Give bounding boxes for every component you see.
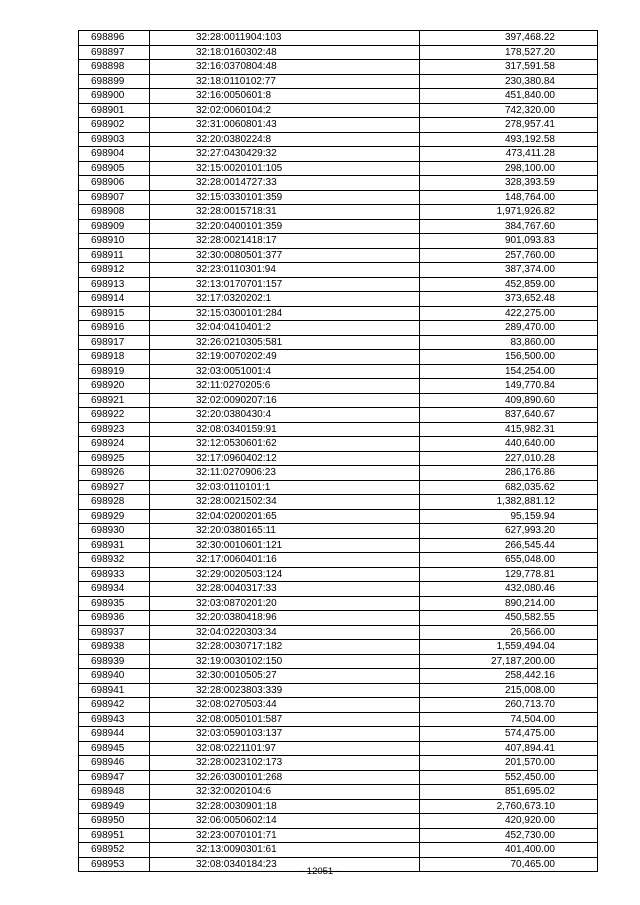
row-number-cell: 698953 [79,857,150,872]
row-number-cell: 698919 [79,364,150,379]
table-row [79,219,598,234]
value-cell: 409,890.60 [420,393,598,408]
cadastral-value-table [78,30,598,872]
value-cell: 901,093.83 [420,234,598,249]
table-row [79,524,598,539]
row-number-cell: 698949 [79,799,150,814]
value-cell: 178,527.20 [420,45,598,60]
cadastral-number-cell: 32:03:0051001:4 [150,364,420,379]
cadastral-number-cell: 32:28:0023803:339 [150,683,420,698]
value-cell: 83,860.00 [420,335,598,350]
cadastral-number-cell: 32:28:0015718:31 [150,205,420,220]
value-cell: 682,035.62 [420,480,598,495]
table-row [79,74,598,89]
value-cell: 278,957.41 [420,118,598,133]
row-number-cell: 698924 [79,437,150,452]
row-number-cell: 698903 [79,132,150,147]
value-cell: 260,713.70 [420,698,598,713]
value-cell: 373,652.48 [420,292,598,307]
value-cell: 298,100.00 [420,161,598,176]
row-number-cell: 698910 [79,234,150,249]
row-number-cell: 698946 [79,756,150,771]
value-cell: 74,504.00 [420,712,598,727]
row-number-cell: 698948 [79,785,150,800]
table-row [79,611,598,626]
row-number-cell: 698906 [79,176,150,191]
row-number-cell: 698902 [79,118,150,133]
row-number-cell: 698936 [79,611,150,626]
row-number-cell: 698917 [79,335,150,350]
cadastral-number-cell: 32:23:0070101:71 [150,828,420,843]
value-cell: 215,008.00 [420,683,598,698]
value-cell: 317,591.58 [420,60,598,75]
row-number-cell: 698943 [79,712,150,727]
table-row [79,712,598,727]
value-cell: 201,570.00 [420,756,598,771]
table-row [79,89,598,104]
table-row [79,509,598,524]
value-cell: 407,894.41 [420,741,598,756]
value-cell: 397,468.22 [420,31,598,46]
cadastral-number-cell: 32:19:0070202:49 [150,350,420,365]
table-row [79,161,598,176]
row-number-cell: 698945 [79,741,150,756]
value-cell: 450,582.55 [420,611,598,626]
table-row [79,103,598,118]
value-cell: 129,778.81 [420,567,598,582]
cadastral-number-cell: 32:08:0221101:97 [150,741,420,756]
row-number-cell: 698913 [79,277,150,292]
cadastral-number-cell: 32:03:0110101:1 [150,480,420,495]
table-row [79,451,598,466]
row-number-cell: 698938 [79,640,150,655]
value-cell: 473,411.28 [420,147,598,162]
cadastral-number-cell: 32:15:0020101:105 [150,161,420,176]
row-number-cell: 698939 [79,654,150,669]
row-number-cell: 698942 [79,698,150,713]
cadastral-number-cell: 32:13:0090301:61 [150,843,420,858]
value-cell: 1,382,881.12 [420,495,598,510]
row-number-cell: 698897 [79,45,150,60]
row-number-cell: 698937 [79,625,150,640]
table-row [79,234,598,249]
cadastral-number-cell: 32:15:0300101:284 [150,306,420,321]
row-number-cell: 698911 [79,248,150,263]
row-number-cell: 698914 [79,292,150,307]
row-number-cell: 698934 [79,582,150,597]
value-cell: 27,187,200.00 [420,654,598,669]
row-number-cell: 698898 [79,60,150,75]
row-number-cell: 698940 [79,669,150,684]
table-row [79,147,598,162]
value-cell: 156,500.00 [420,350,598,365]
value-cell: 95,159.94 [420,509,598,524]
table-row [79,350,598,365]
cadastral-number-cell: 32:17:0060401:16 [150,553,420,568]
cadastral-number-cell: 32:08:0270503:44 [150,698,420,713]
cadastral-number-cell: 32:17:0960402:12 [150,451,420,466]
row-number-cell: 698896 [79,31,150,46]
row-number-cell: 698918 [79,350,150,365]
cadastral-number-cell: 32:28:0011904:103 [150,31,420,46]
cadastral-number-cell: 32:31:0060801:43 [150,118,420,133]
row-number-cell: 698951 [79,828,150,843]
cadastral-number-cell: 32:26:0300101:268 [150,770,420,785]
cadastral-number-cell: 32:06:0050602:14 [150,814,420,829]
table-row [79,480,598,495]
table-row [79,741,598,756]
table-row [79,553,598,568]
value-cell: 257,760.00 [420,248,598,263]
value-cell: 851,695.02 [420,785,598,800]
table-row [79,364,598,379]
value-cell: 627,993.20 [420,524,598,539]
value-cell: 742,320.00 [420,103,598,118]
value-cell: 574,475.00 [420,727,598,742]
table-row [79,495,598,510]
row-number-cell: 698944 [79,727,150,742]
row-number-cell: 698928 [79,495,150,510]
cadastral-number-cell: 32:16:0370804:48 [150,60,420,75]
table-row [79,654,598,669]
cadastral-number-cell: 32:04:0220303:34 [150,625,420,640]
cadastral-number-cell: 32:30:0010601:121 [150,538,420,553]
table-row [79,756,598,771]
cadastral-number-cell: 32:12:0530601:62 [150,437,420,452]
row-number-cell: 698923 [79,422,150,437]
cadastral-number-cell: 32:08:0340184:23 [150,857,420,872]
table-row [79,727,598,742]
value-cell: 286,176.86 [420,466,598,481]
row-number-cell: 698908 [79,205,150,220]
table-row [79,683,598,698]
cadastral-number-cell: 32:08:0340159:91 [150,422,420,437]
table-row [79,205,598,220]
row-number-cell: 698899 [79,74,150,89]
value-cell: 432,080.46 [420,582,598,597]
cadastral-number-cell: 32:03:0870201:20 [150,596,420,611]
row-number-cell: 698925 [79,451,150,466]
value-cell: 837,640.67 [420,408,598,423]
table-row [79,538,598,553]
cadastral-number-cell: 32:30:0010505:27 [150,669,420,684]
cadastral-number-cell: 32:20:0380430:4 [150,408,420,423]
value-cell: 452,730.00 [420,828,598,843]
row-number-cell: 698927 [79,480,150,495]
table-row [79,408,598,423]
row-number-cell: 698933 [79,567,150,582]
table-row [79,292,598,307]
row-number-cell: 698941 [79,683,150,698]
cadastral-number-cell: 32:20:0380224:8 [150,132,420,147]
cadastral-number-cell: 32:20:0380418:96 [150,611,420,626]
table-row [79,814,598,829]
value-cell: 552,450.00 [420,770,598,785]
row-number-cell: 698905 [79,161,150,176]
table-row [79,190,598,205]
value-cell: 289,470.00 [420,321,598,336]
value-cell: 655,048.00 [420,553,598,568]
table-row [79,176,598,191]
cadastral-number-cell: 32:26:0210305:581 [150,335,420,350]
value-cell: 149,770.84 [420,379,598,394]
table-row [79,379,598,394]
row-number-cell: 698907 [79,190,150,205]
table-row [79,770,598,785]
table-row [79,669,598,684]
row-number-cell: 698931 [79,538,150,553]
row-number-cell: 698920 [79,379,150,394]
cadastral-number-cell: 32:03:0590103:137 [150,727,420,742]
value-cell: 401,400.00 [420,843,598,858]
cadastral-number-cell: 32:27:0430429:32 [150,147,420,162]
value-cell: 148,764.00 [420,190,598,205]
cadastral-number-cell: 32:28:0021418:17 [150,234,420,249]
cadastral-number-cell: 32:20:0400101:359 [150,219,420,234]
row-number-cell: 698926 [79,466,150,481]
table-row [79,828,598,843]
cadastral-number-cell: 32:02:0060104:2 [150,103,420,118]
row-number-cell: 698912 [79,263,150,278]
table-row [79,60,598,75]
cadastral-number-cell: 32:18:0160302:48 [150,45,420,60]
cadastral-number-cell: 32:28:0014727:33 [150,176,420,191]
cadastral-number-cell: 32:18:0110102:77 [150,74,420,89]
cadastral-number-cell: 32:29:0020503:124 [150,567,420,582]
cadastral-number-cell: 32:28:0021502:34 [150,495,420,510]
cadastral-number-cell: 32:20:0380165:11 [150,524,420,539]
table-row [79,843,598,858]
table-row [79,393,598,408]
table-row [79,31,598,46]
value-cell: 890,214.00 [420,596,598,611]
table-row [79,785,598,800]
value-cell: 422,275.00 [420,306,598,321]
cadastral-number-cell: 32:28:0040317:33 [150,582,420,597]
value-cell: 384,767.60 [420,219,598,234]
cadastral-number-cell: 32:02:0090207:16 [150,393,420,408]
value-cell: 328,393.59 [420,176,598,191]
table-body [79,31,598,872]
table-row [79,306,598,321]
row-number-cell: 698932 [79,553,150,568]
row-number-cell: 698909 [79,219,150,234]
value-cell: 227,010.28 [420,451,598,466]
cadastral-number-cell: 32:16:0050601:8 [150,89,420,104]
value-cell: 451,840.00 [420,89,598,104]
row-number-cell: 698930 [79,524,150,539]
value-cell: 1,559,494.04 [420,640,598,655]
value-cell: 493,192.58 [420,132,598,147]
value-cell: 440,640.00 [420,437,598,452]
table-row [79,277,598,292]
table-row [79,466,598,481]
table-row [79,248,598,263]
row-number-cell: 698901 [79,103,150,118]
row-number-cell: 698915 [79,306,150,321]
cadastral-number-cell: 32:11:0270906:23 [150,466,420,481]
table-row [79,698,598,713]
table-row [79,567,598,582]
row-number-cell: 698904 [79,147,150,162]
row-number-cell: 698929 [79,509,150,524]
cadastral-number-cell: 32:15:0330101:359 [150,190,420,205]
cadastral-number-cell: 32:04:0200201:65 [150,509,420,524]
value-cell: 452,859.00 [420,277,598,292]
table-row [79,640,598,655]
value-cell: 230,380.84 [420,74,598,89]
cadastral-number-cell: 32:19:0030102:150 [150,654,420,669]
value-cell: 258,442.16 [420,669,598,684]
table-row [79,625,598,640]
table-row [79,799,598,814]
value-cell: 154,254.00 [420,364,598,379]
table-row [79,132,598,147]
cadastral-number-cell: 32:13:0170701:157 [150,277,420,292]
value-cell: 2,760,673.10 [420,799,598,814]
row-number-cell: 698952 [79,843,150,858]
row-number-cell: 698921 [79,393,150,408]
value-cell: 415,982.31 [420,422,598,437]
table-row [79,321,598,336]
row-number-cell: 698900 [79,89,150,104]
cadastral-number-cell: 32:04:0410401:2 [150,321,420,336]
cadastral-number-cell: 32:28:0030901:18 [150,799,420,814]
table-row [79,45,598,60]
cadastral-number-cell: 32:23:0110301:94 [150,263,420,278]
value-cell: 420,920.00 [420,814,598,829]
cadastral-number-cell: 32:08:0050101:587 [150,712,420,727]
row-number-cell: 698935 [79,596,150,611]
table-row [79,335,598,350]
cadastral-number-cell: 32:30:0080501:377 [150,248,420,263]
row-number-cell: 698916 [79,321,150,336]
page-number: - 12051 - [300,866,340,877]
table-row [79,118,598,133]
cadastral-number-cell: 32:28:0023102:173 [150,756,420,771]
cadastral-number-cell: 32:32:0020104:6 [150,785,420,800]
row-number-cell: 698950 [79,814,150,829]
table-row [79,422,598,437]
cadastral-number-cell: 32:11:0270205:6 [150,379,420,394]
table-row [79,596,598,611]
value-cell: 70,465.00 [420,857,598,872]
table-row [79,582,598,597]
row-number-cell: 698947 [79,770,150,785]
table-row [79,437,598,452]
value-cell: 1,971,926.82 [420,205,598,220]
row-number-cell: 698922 [79,408,150,423]
table-row [79,263,598,278]
value-cell: 26,566.00 [420,625,598,640]
value-cell: 266,545.44 [420,538,598,553]
value-cell: 387,374.00 [420,263,598,278]
cadastral-number-cell: 32:28:0030717:182 [150,640,420,655]
cadastral-number-cell: 32:17:0320202:1 [150,292,420,307]
